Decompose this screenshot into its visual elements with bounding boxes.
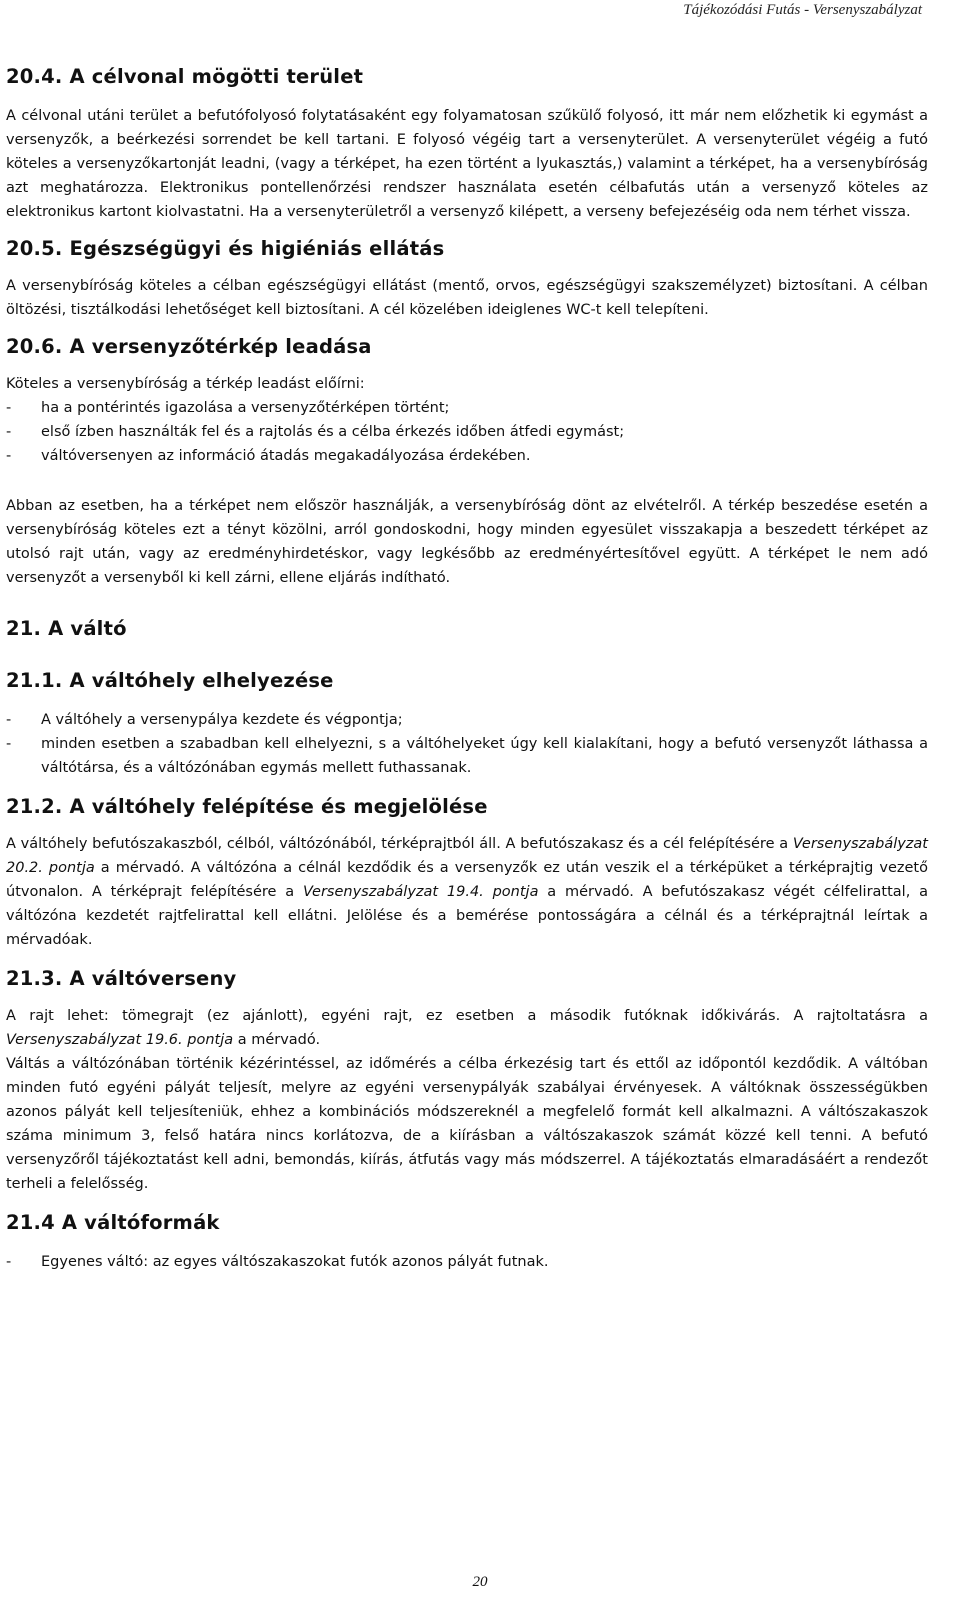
list-item: - Egyenes váltó: az egyes váltószakaszokat futók azonos pályát futnak.: [6, 1250, 928, 1274]
section-paragraph-20-5: A versenybíróság köteles a célban egészségügyi ellátást (mentő, orvos, egészségügyi szakszemélyzet) biztosítani. A célban öltözési, tisztálkodási lehetőséget kell biztosítani. A cél közelében ideiglenes WC-t kell telepíteni.: [6, 278, 928, 318]
regulation-reference: Versenyszabályzat 19.4. pontja: [302, 884, 539, 900]
text-run: a mérvadó.: [233, 1032, 321, 1048]
page-number: 20: [472, 1574, 488, 1590]
section-heading-21-1: 21.1. A váltóhely elhelyezése: [6, 669, 334, 692]
text-run: A váltóhely befutószakaszból, célból, váltózónából, térképrajtból áll. A befutószakasz és a cél felépítésére a: [6, 836, 793, 852]
list-item: - ha a pontérintés igazolása a versenyzőtérképen történt;: [6, 396, 928, 420]
list-item: - minden esetben a szabadban kell elhelyezni, s a váltóhelyeket úgy kell kialakítani, hogy a befutó versenyzőt láthassa a váltótársa, és a váltózónában egymás mellett futhassanak.: [6, 732, 928, 780]
text-run: a mérvadó. A váltózóna a célnál kezdődik és a versenyzők ez után veszik el a térképüket a térképrajtig vezető útvonalon. A térképrajt felépítésére a: [6, 860, 928, 900]
document-body: [6, 64, 928, 1274]
section-paragraph-21-2: [6, 832, 928, 952]
section-paragraph-20-4: A célvonal utáni terület a befutófolyosó folytatásaként egy folyamatosan szűkülő folyosó, itt már nem előzhetik ki egymást a versenyzők, a beérkezési sorrendet be kell tartani. E folyosó végéig tart a versenyterület. A versenyterület végéig a futó köteles a versenyzőkartonját leadni, (vagy a térképet, ha ezen történt a lyukasztás,) valamint a térképet, ha a versenybíróság azt meghatározza. Elektronikus pontellenőrzési rendszer használata esetén célbafutás után a versenyző köteles az elektronikus kartont kiolvastatni. Ha a versenyterületről a versenyző kilépett, a verseny befejezéséig oda nem térhet vissza.: [6, 108, 928, 220]
bullet-list-21-1: [6, 708, 928, 780]
text-run: A rajt lehet: tömegrajt (ez ajánlott), egyéni rajt, ez esetben a második futóknak időkivárás. A rajtoltatásra a: [6, 1008, 928, 1024]
section-paragraph-21-3b: Váltás a váltózónában történik kézérintéssel, az időmérés a célba érkezésig tart és ettől az időpontól kezdődik. A váltóban minden futó egyéni pályát teljesít, melyre az egyéni versenypályák szabályai érvényesek. A váltóknak összességükben azonos pályát kell teljesíteniük, ehhez a kombinációs módszereknél a megfelelő formát kell alkalmazni. A váltószakaszok száma minimum 3, felső határa nincs korlátozva, de a kiírásban a váltószakaszok számát közzé kell tenni. A befutó versenyzőről tájékoztatást kell adni, bemondás, kiírás, átfutás vagy más módszerrel. A tájékoztatás elmaradásáért a rendezőt terheli a felelősség.: [6, 1056, 928, 1192]
bullet-list-20-6: [6, 396, 928, 468]
running-header: Tájékozódási Futás - Versenyszabályzat: [683, 2, 922, 18]
section-paragraph-21-3a: [6, 1004, 928, 1052]
section-heading-21-2: 21.2. A váltóhely felépítése és megjelölése: [6, 795, 488, 818]
section-heading-20-5: 20.5. Egészségügyi és higiéniás ellátás: [6, 237, 445, 260]
list-item: - első ízben használták fel és a rajtolás és a célba érkezés időben átfedi egymást;: [6, 420, 928, 444]
bullet-list-21-4: [6, 1250, 928, 1274]
text-run: a mérvadó. A befutószakasz végét célfelirattal, a váltózóna kezdetét rajtfelirattal kell ellátni. Jelölése és a bemérése pontosságára a célnál és a térképrajtnál leírtak a mérvadóak.: [6, 884, 929, 948]
regulation-reference: Versenyszabályzat 20.2. pontja: [6, 836, 928, 876]
section-heading-20-6: 20.6. A versenyzőtérkép leadása: [6, 335, 372, 358]
section-heading-21-4: 21.4 A váltóformák: [6, 1211, 220, 1234]
regulation-reference: Versenyszabályzat 19.6. pontja: [6, 1032, 234, 1048]
chapter-heading-21: 21. A váltó: [6, 617, 127, 640]
section-intro-20-6: Köteles a versenybíróság a térkép leadást előírni:: [6, 376, 365, 392]
section-paragraph-20-6: Abban az esetben, ha a térképet nem először használják, a versenybíróság dönt az elvételről. A térkép beszedése esetén a versenybíróság köteles ezt a tényt közölni, arról gondoskodni, hogy minden egyesület visszakapja a beszedett térképet az utolsó rajt után, vagy az eredményhirdetéskor, vagy legkésőbb az eredményértesítővel együtt. A térképet le nem adó versenyzőt a versenyből ki kell zárni, ellene eljárás indítható.: [6, 498, 928, 586]
section-heading-20-4: 20.4. A célvonal mögötti terület: [6, 65, 364, 88]
section-heading-21-3: 21.3. A váltóverseny: [6, 967, 237, 990]
list-item: - A váltóhely a versenypálya kezdete és végpontja;: [6, 708, 928, 732]
list-item: - váltóversenyen az információ átadás megakadályozása érdekében.: [6, 444, 928, 468]
